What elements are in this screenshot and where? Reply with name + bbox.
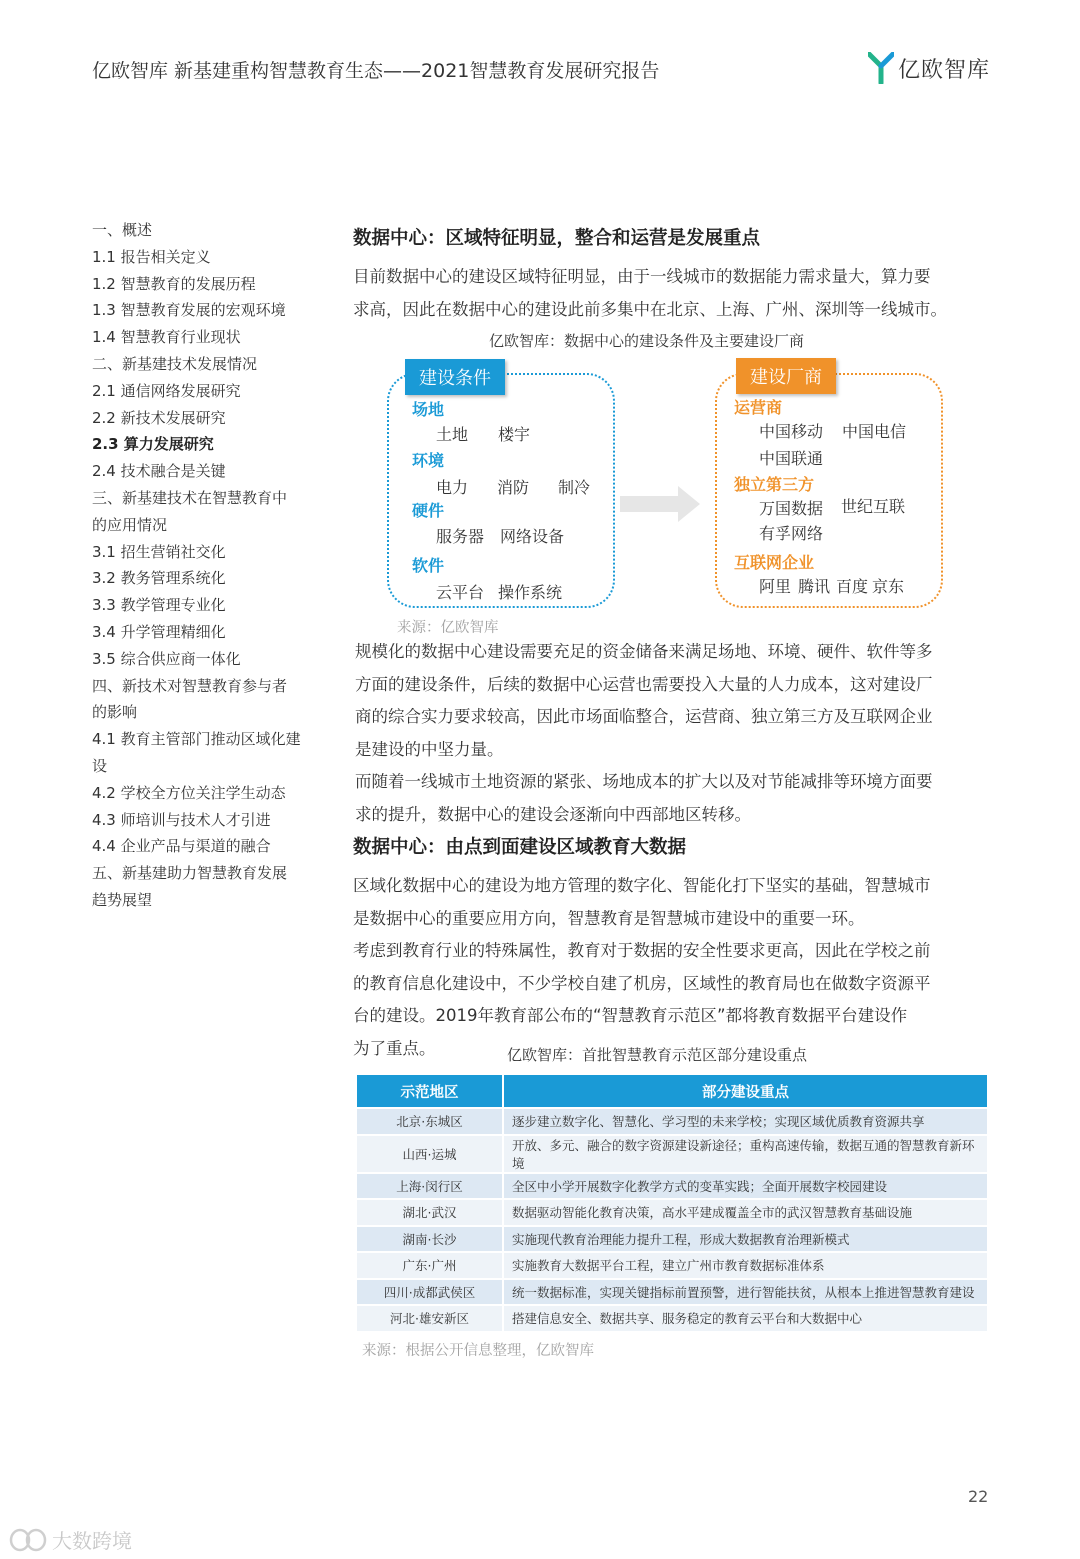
text-line: 目前数据中心的建设区域特征明显，由于一线城市的数据能力需求量大，算力要 bbox=[353, 267, 931, 286]
category-label: 独立第三方 bbox=[734, 475, 815, 494]
text-line: 区域化数据中心的建设为地方管理的数字化、智能化打下坚实的基础，智慧城市 bbox=[353, 876, 931, 895]
item-label: 中国移动 bbox=[759, 422, 824, 441]
item-label: 京东 bbox=[872, 577, 905, 596]
toc-item[interactable]: 3.5 综合供应商一体化 bbox=[92, 649, 241, 668]
focus-cell: 逐步建立数字化、智慧化、学习型的未来学校；实现区域优质教育资源共享 bbox=[503, 1108, 988, 1135]
toc-item[interactable]: 2.2 新技术发展研究 bbox=[92, 408, 226, 427]
focus-cell: 实施现代教育治理能力提升工程，形成大数据教育治理新模式 bbox=[503, 1226, 988, 1253]
text-line: 的教育信息化建设中，不少学校自建了机房，区域性的教育局也在做数字资源平 bbox=[353, 973, 931, 993]
text-line: 而随着一线城市土地资源的紧张、场地成本的扩大以及对节能减排等环境方面要 bbox=[355, 772, 933, 791]
column-header: 示范地区 bbox=[356, 1074, 503, 1108]
text-line: 求高，因此在数据中心的建设此前多集中在北京、上海、广州、深圳等一线城市。 bbox=[353, 299, 947, 319]
text-line: 求的提升，数据中心的建设会逐渐向中西部地区转移。 bbox=[355, 804, 751, 824]
item-label: 腾讯 bbox=[798, 577, 831, 596]
category-label: 环境 bbox=[412, 451, 445, 470]
item-label: 楼宇 bbox=[498, 425, 531, 444]
item-label: 制冷 bbox=[558, 478, 591, 497]
text-line: 考虑到教育行业的特殊属性，教育对于数据的安全性要求更高，因此在学校之前 bbox=[353, 941, 931, 960]
toc-item[interactable]: 4.4 企业产品与渠道的融合 bbox=[92, 837, 271, 856]
paragraph bbox=[353, 870, 993, 935]
text-line: 商的综合实力要求较高，因此市场面临整合，运营商、独立第三方及互联网企业 bbox=[355, 707, 933, 726]
item-label: 中国联通 bbox=[759, 449, 824, 468]
region-cell: 河北·雄安新区 bbox=[356, 1305, 503, 1332]
toc-item[interactable]: 2.4 技术融合是关键 bbox=[92, 462, 226, 481]
item-label: 网络设备 bbox=[500, 527, 565, 546]
toc-item[interactable]: 3.4 升学管理精细化 bbox=[92, 622, 226, 641]
table-row bbox=[356, 1305, 988, 1332]
table-header-row bbox=[356, 1074, 988, 1108]
focus-cell: 数据驱动智能化教育决策，高水平建成覆盖全市的武汉智慧教育基础设施 bbox=[503, 1199, 988, 1226]
table-of-contents bbox=[92, 217, 324, 914]
focus-cell: 实施教育大数据平台工程，建立广州市教育数据标准体系 bbox=[503, 1252, 988, 1279]
item-label: 阿里 bbox=[759, 577, 792, 596]
watermark-text: 大数跨境 bbox=[52, 1529, 132, 1553]
text-line: 是建设的中坚力量。 bbox=[355, 739, 504, 759]
region-cell: 山西·运城 bbox=[356, 1135, 503, 1173]
item-label: 中国电信 bbox=[842, 422, 907, 441]
text-line: 台的建设。2019年教育部公布的“智慧教育示范区”都将教育数据平台建设作 bbox=[353, 1006, 908, 1025]
focus-cell: 统一数据标准，实现关键指标前置预警，进行智能扶贫，从根本上推进智慧教育建设 bbox=[503, 1279, 988, 1306]
toc-item[interactable]: 4.1 教育主管部门推动区域化建 bbox=[92, 730, 301, 749]
category-label: 运营商 bbox=[734, 398, 783, 417]
toc-item[interactable]: 1.3 智慧教育发展的宏观环境 bbox=[92, 301, 286, 320]
item-label: 操作系统 bbox=[498, 583, 563, 602]
category-label: 场地 bbox=[412, 400, 445, 419]
category-label: 软件 bbox=[412, 556, 445, 575]
text-line: 方面的建设条件，后续的数据中心运营也需要投入大量的人力成本，这对建设厂 bbox=[355, 674, 933, 694]
category-label: 硬件 bbox=[412, 501, 445, 520]
table-caption: 亿欧智库：首批智慧教育示范区部分建设重点 bbox=[507, 1046, 808, 1064]
region-cell: 上海·闵行区 bbox=[356, 1173, 503, 1200]
item-label: 服务器 bbox=[436, 527, 485, 546]
text-line: 规模化的数据中心建设需要充足的资金储备来满足场地、环境、硬件、软件等多 bbox=[355, 642, 933, 661]
table-row bbox=[356, 1108, 988, 1135]
page-number: 22 bbox=[968, 1487, 989, 1506]
toc-item[interactable]: 五、新基建助力智慧教育发展 bbox=[92, 864, 288, 883]
toc-item[interactable]: 1.2 智慧教育的发展历程 bbox=[92, 274, 256, 293]
table-source: 来源：根据公开信息整理，亿欧智库 bbox=[362, 1343, 594, 1359]
item-label: 电力 bbox=[436, 478, 469, 497]
region-cell: 四川·成都武侯区 bbox=[356, 1279, 503, 1306]
column-header: 部分建设重点 bbox=[503, 1074, 988, 1108]
section-heading: 数据中心：区域特征明显，整合和运营是发展重点 bbox=[353, 228, 761, 249]
table-row bbox=[356, 1199, 988, 1226]
toc-item[interactable]: 的影响 bbox=[92, 703, 138, 722]
region-cell: 广东·广州 bbox=[356, 1252, 503, 1279]
watermark-icon bbox=[8, 1527, 52, 1553]
toc-item[interactable]: 趋势展望 bbox=[92, 890, 153, 909]
item-label: 百度 bbox=[836, 577, 869, 596]
item-label: 土地 bbox=[436, 425, 469, 444]
logo-text: 亿欧智库 bbox=[898, 57, 991, 83]
item-label: 世纪互联 bbox=[841, 497, 906, 516]
text-line: 是数据中心的重要应用方向，智慧教育是智慧城市建设中的重要一环。 bbox=[353, 908, 865, 928]
focus-cell: 搭建信息安全、数据共享、服务稳定的教育云平台和大数据中心 bbox=[503, 1305, 988, 1332]
toc-item[interactable]: 2.1 通信网络发展研究 bbox=[92, 381, 241, 400]
focus-cell: 全区中小学开展数字化教学方式的变革实践；全面开展数字校园建设 bbox=[503, 1173, 988, 1200]
toc-item[interactable]: 三、新基建技术在智慧教育中 bbox=[92, 488, 288, 507]
table-row bbox=[356, 1173, 988, 1200]
item-label: 有孚网络 bbox=[759, 524, 824, 543]
table-row bbox=[356, 1279, 988, 1306]
region-cell: 北京·东城区 bbox=[356, 1108, 503, 1135]
item-label: 云平台 bbox=[436, 583, 485, 602]
toc-item[interactable]: 设 bbox=[92, 756, 108, 775]
report-title: 亿欧智库 新基建重构智慧教育生态——2021智慧教育发展研究报告 bbox=[92, 60, 660, 82]
toc-item[interactable]: 1.4 智慧教育行业现状 bbox=[92, 328, 241, 347]
toc-item[interactable]: 1.1 报告相关定义 bbox=[92, 247, 211, 266]
watermark bbox=[8, 1525, 132, 1554]
logo bbox=[868, 52, 990, 84]
toc-item[interactable]: 3.3 教学管理专业化 bbox=[92, 596, 226, 615]
toc-item[interactable]: 3.1 招生营销社交化 bbox=[92, 542, 226, 561]
table-row bbox=[356, 1252, 988, 1279]
diagram-caption: 亿欧智库：数据中心的建设条件及主要建设厂商 bbox=[489, 332, 805, 350]
item-label: 消防 bbox=[497, 478, 530, 497]
demo-zone-table bbox=[355, 1073, 989, 1333]
toc-item[interactable]: 二、新基建技术发展情况 bbox=[92, 354, 258, 373]
table-row bbox=[356, 1226, 988, 1253]
region-cell: 湖北·武汉 bbox=[356, 1199, 503, 1226]
region-cell: 湖南·长沙 bbox=[356, 1226, 503, 1253]
diagram-source: 来源：亿欧智库 bbox=[397, 620, 499, 636]
paragraph bbox=[355, 636, 995, 766]
section-heading: 数据中心：由点到面建设区域教育大数据 bbox=[353, 837, 687, 858]
vendors-tag: 建设厂商 bbox=[736, 358, 836, 394]
category-label: 互联网企业 bbox=[734, 553, 815, 572]
toc-item-active[interactable]: 2.3 算力发展研究 bbox=[92, 435, 214, 454]
focus-cell: 开放、多元、融合的数字资源建设新途径；重构高速传输，数据互通的智慧教育新环境 bbox=[503, 1135, 988, 1173]
toc-item[interactable]: 一、概述 bbox=[92, 221, 153, 239]
text-line: 为了重点。 bbox=[353, 1038, 436, 1058]
logo-icon bbox=[868, 52, 894, 84]
table-row bbox=[356, 1135, 988, 1173]
paragraph bbox=[355, 766, 995, 831]
conditions-tag: 建设条件 bbox=[405, 359, 505, 395]
paragraph bbox=[353, 261, 993, 326]
toc-item[interactable]: 的应用情况 bbox=[92, 515, 168, 534]
arrow-right-icon bbox=[620, 486, 702, 522]
toc-item[interactable]: 四、新技术对智慧教育参与者 bbox=[92, 676, 288, 695]
toc-item[interactable]: 3.2 教务管理系统化 bbox=[92, 569, 226, 588]
toc-item[interactable]: 4.2 学校全方位关注学生动态 bbox=[92, 783, 286, 802]
item-label: 万国数据 bbox=[759, 499, 824, 518]
toc-item[interactable]: 4.3 师培训与技术人才引进 bbox=[92, 810, 271, 829]
